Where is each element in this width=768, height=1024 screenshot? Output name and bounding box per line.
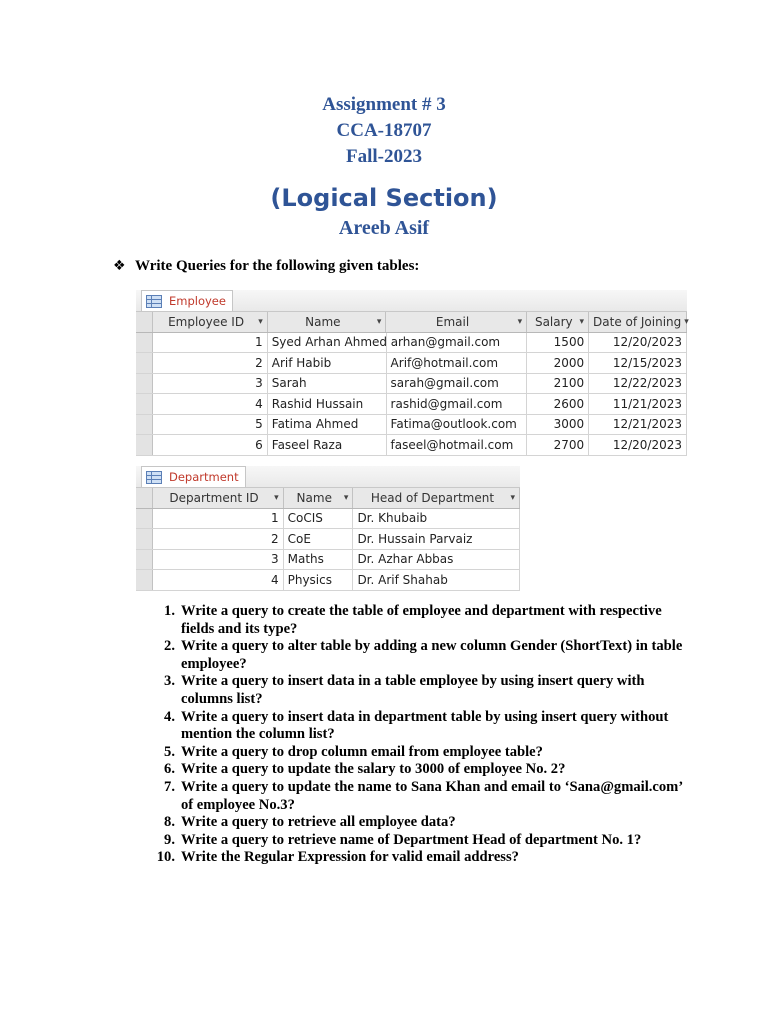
table-cell[interactable]: 5 xyxy=(153,415,268,435)
table-cell[interactable]: Dr. Azhar Abbas xyxy=(353,550,520,570)
question-text: Write a query to retrieve all employee data? xyxy=(181,814,456,831)
column-header-label: Head of Department xyxy=(370,490,495,505)
column-header-label: Salary xyxy=(534,314,573,329)
table-cell[interactable]: arhan@gmail.com xyxy=(387,333,528,353)
table-cell[interactable]: 1 xyxy=(153,509,284,529)
table-row[interactable] xyxy=(136,353,687,374)
row-selector-header[interactable] xyxy=(136,312,153,332)
table-cell[interactable]: Dr. Khubaib xyxy=(353,509,520,529)
table-cell[interactable]: Maths xyxy=(284,550,354,570)
table-cell[interactable]: 12/22/2023 xyxy=(589,374,687,394)
table-row[interactable] xyxy=(136,509,520,530)
column-header[interactable] xyxy=(284,488,354,508)
question-text: Write a query to insert data in department table by using insert query without mention the column list? xyxy=(181,708,669,743)
table-cell[interactable]: 11/21/2023 xyxy=(589,394,687,414)
table-cell[interactable]: 4 xyxy=(153,394,268,414)
row-selector[interactable] xyxy=(136,435,153,455)
question-number: 6. xyxy=(164,761,175,778)
employee-tab-bar xyxy=(136,290,687,312)
table-cell[interactable]: Dr. Hussain Parvaiz xyxy=(353,529,520,549)
table-cell[interactable]: 12/15/2023 xyxy=(589,353,687,373)
table-cell[interactable]: faseel@hotmail.com xyxy=(387,435,528,455)
question-text: Write a query to insert data in a table employee by using insert query with columns list? xyxy=(181,673,645,707)
intro-line xyxy=(113,256,419,276)
question-text: Write the Regular Expression for valid email address? xyxy=(181,849,519,866)
table-cell[interactable]: 12/21/2023 xyxy=(589,415,687,435)
question-item xyxy=(155,638,685,673)
sort-dropdown-icon[interactable]: ▾ xyxy=(517,316,523,327)
column-header[interactable] xyxy=(353,488,520,508)
row-selector-header[interactable] xyxy=(136,488,153,508)
sort-dropdown-icon[interactable]: ▾ xyxy=(343,492,349,503)
course-code: CCA-18707 xyxy=(336,120,432,141)
question-item xyxy=(155,709,685,744)
table-row[interactable] xyxy=(136,394,687,415)
table-cell[interactable]: Arif@hotmail.com xyxy=(387,353,528,373)
table-cell[interactable]: CoCIS xyxy=(284,509,354,529)
table-cell[interactable]: rashid@gmail.com xyxy=(387,394,528,414)
table-cell[interactable]: 2 xyxy=(153,529,284,549)
column-header-label: Email xyxy=(435,314,470,329)
table-cell[interactable]: Fatima@outlook.com xyxy=(387,415,528,435)
question-number: 3. xyxy=(164,673,175,690)
diamond-bullet-icon: ❖ xyxy=(113,258,126,274)
question-item xyxy=(155,814,685,832)
column-header[interactable] xyxy=(268,312,387,332)
table-row[interactable] xyxy=(136,435,687,456)
row-selector[interactable] xyxy=(136,570,153,590)
column-header-row xyxy=(136,488,520,509)
sort-dropdown-icon[interactable]: ▾ xyxy=(274,492,279,503)
row-selector[interactable] xyxy=(136,374,153,394)
table-cell[interactable]: Fatima Ahmed xyxy=(268,415,387,435)
question-number: 7. xyxy=(164,778,175,795)
table-cell[interactable]: 4 xyxy=(153,570,284,590)
sort-dropdown-icon[interactable]: ▾ xyxy=(579,316,585,327)
sort-dropdown-icon[interactable]: ▾ xyxy=(376,316,382,327)
table-icon xyxy=(146,471,162,484)
row-selector[interactable] xyxy=(136,550,153,570)
question-item xyxy=(155,603,685,638)
question-text: Write a query to update the name to Sana Khan and email to ‘Sana@gmail.com’ of employee No.3? xyxy=(181,778,683,813)
table-row[interactable] xyxy=(136,374,687,395)
employee-tab-label: Employee xyxy=(169,294,226,308)
table-cell[interactable]: 2700 xyxy=(527,435,589,455)
table-cell[interactable]: Physics xyxy=(284,570,354,590)
sort-dropdown-icon[interactable]: ▾ xyxy=(684,316,689,327)
employee-tab[interactable] xyxy=(141,290,233,311)
intro-text: Write Queries for the following given tables: xyxy=(135,258,420,274)
table-row[interactable] xyxy=(136,550,520,571)
column-header-row xyxy=(136,312,687,333)
table-cell[interactable]: CoE xyxy=(284,529,354,549)
question-number: 1. xyxy=(164,603,175,619)
table-cell[interactable]: 1 xyxy=(153,333,268,353)
question-number: 2. xyxy=(164,638,175,655)
question-item xyxy=(155,779,685,814)
table-cell[interactable]: Dr. Arif Shahab xyxy=(353,570,520,590)
column-header-label: Employee ID xyxy=(168,314,245,329)
question-item xyxy=(155,832,685,850)
table-cell[interactable]: Sarah xyxy=(268,374,387,394)
table-icon xyxy=(146,295,162,308)
table-row[interactable] xyxy=(136,529,520,550)
table-cell[interactable]: 2000 xyxy=(527,353,589,373)
table-cell[interactable]: 2100 xyxy=(527,374,589,394)
column-header-label: Department ID xyxy=(169,490,259,505)
question-text: Write a query to retrieve name of Department Head of department No. 1? xyxy=(181,831,642,848)
row-selector[interactable] xyxy=(136,333,153,353)
row-selector[interactable] xyxy=(136,509,153,529)
department-tab-label: Department xyxy=(169,470,239,484)
question-number: 5. xyxy=(164,743,175,760)
department-table xyxy=(136,466,520,591)
column-header[interactable] xyxy=(589,312,687,332)
table-cell[interactable]: 12/20/2023 xyxy=(589,435,687,455)
question-number: 9. xyxy=(164,831,175,848)
question-item xyxy=(155,849,685,867)
question-item xyxy=(155,761,685,779)
question-item xyxy=(155,744,685,762)
employee-rows xyxy=(136,312,687,456)
question-text: Write a query to drop column email from employee table? xyxy=(181,743,543,760)
row-selector[interactable] xyxy=(136,415,153,435)
table-cell[interactable]: 3000 xyxy=(527,415,589,435)
table-cell[interactable]: Syed Arhan Ahmed xyxy=(268,333,387,353)
department-tab-bar xyxy=(136,466,520,488)
section-title: (Logical Section) xyxy=(270,184,498,212)
column-header[interactable] xyxy=(153,312,268,332)
column-header[interactable] xyxy=(386,312,527,332)
table-cell[interactable]: 1500 xyxy=(527,333,589,353)
table-row[interactable] xyxy=(136,333,687,354)
question-list xyxy=(155,603,685,867)
department-rows xyxy=(136,488,520,591)
question-number: 8. xyxy=(164,814,175,831)
table-cell[interactable]: sarah@gmail.com xyxy=(387,374,528,394)
question-number: 4. xyxy=(164,708,175,725)
question-text: Write a query to update the salary to 3000 of employee No. 2? xyxy=(181,761,566,778)
table-cell[interactable]: Rashid Hussain xyxy=(268,394,387,414)
sort-dropdown-icon[interactable]: ▾ xyxy=(510,492,515,503)
question-text: Write a query to create the table of employee and department with respective fields and its type? xyxy=(181,603,662,637)
table-cell[interactable]: Faseel Raza xyxy=(268,435,387,455)
table-cell[interactable]: 6 xyxy=(153,435,268,455)
table-cell[interactable]: Arif Habib xyxy=(268,353,387,373)
column-header-label: Date of Joining xyxy=(593,314,682,329)
row-selector[interactable] xyxy=(136,529,153,549)
author-name: Areeb Asif xyxy=(338,217,430,239)
sort-dropdown-icon[interactable]: ▾ xyxy=(258,316,263,327)
assignment-title: Assignment # 3 xyxy=(322,94,446,115)
department-tab[interactable] xyxy=(141,466,246,487)
column-header-label: Name xyxy=(305,314,341,329)
question-number: 10. xyxy=(156,849,175,866)
column-header[interactable] xyxy=(527,312,589,332)
table-row[interactable] xyxy=(136,570,520,591)
table-cell[interactable]: 12/20/2023 xyxy=(589,333,687,353)
table-cell[interactable]: 2600 xyxy=(527,394,589,414)
employee-table xyxy=(136,290,687,456)
column-header[interactable] xyxy=(153,488,284,508)
row-selector[interactable] xyxy=(136,394,153,414)
column-header-label: Name xyxy=(296,490,332,505)
table-row[interactable] xyxy=(136,415,687,436)
question-text: Write a query to alter table by adding a new column Gender (ShortText) in table employee? xyxy=(181,638,683,672)
row-selector[interactable] xyxy=(136,353,153,373)
term: Fall-2023 xyxy=(346,146,422,167)
table-cell[interactable]: 2 xyxy=(153,353,268,373)
table-cell[interactable]: 3 xyxy=(153,374,268,394)
table-cell[interactable]: 3 xyxy=(153,550,284,570)
question-item xyxy=(155,673,685,708)
